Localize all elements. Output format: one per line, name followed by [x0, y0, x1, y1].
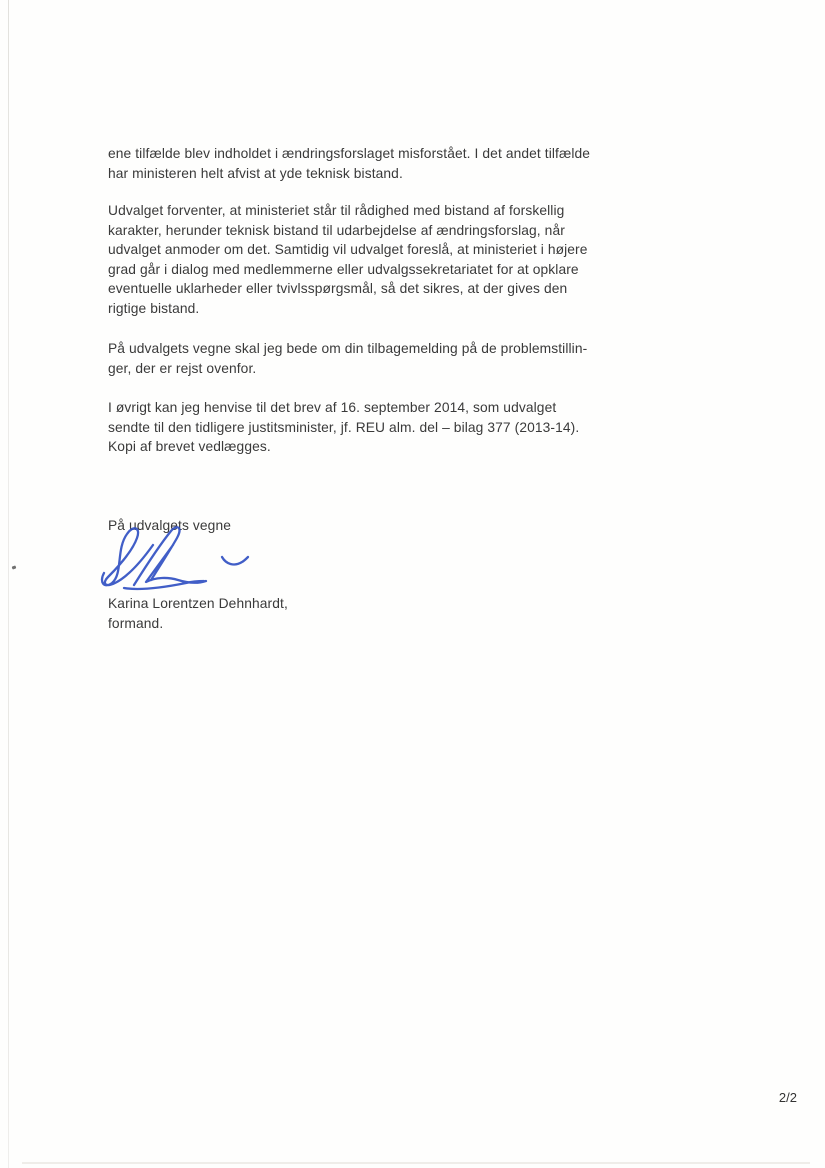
scan-artifact-left-edge — [8, 0, 9, 1168]
signature-stroke-tilde — [222, 557, 248, 564]
signature-stroke-right-loops-tail — [124, 527, 206, 589]
text-line: Kopi af brevet vedlægges. — [108, 439, 271, 455]
closing-phrase: På udvalgets vegne — [108, 518, 231, 533]
paragraph-1 — [108, 144, 628, 183]
paragraph-4 — [108, 398, 628, 457]
signatory-title: formand. — [108, 615, 164, 631]
scan-artifact-speck — [12, 565, 17, 569]
signature-stroke-left-loops — [102, 528, 153, 585]
page-number: 2/2 — [778, 1090, 797, 1105]
text-line: sendte til den tidligere justitsminister, jf. REU alm. del – bilag 377 (2013-14). — [108, 419, 580, 435]
text-line: På udvalgets vegne skal jeg bede om din tilbagemelding på de problemstillin- — [108, 341, 588, 356]
text-line: eventuelle uklarheder eller tvivlsspørgsmål, så det sikres, at der gives den — [108, 281, 568, 297]
paragraph-3 — [108, 339, 628, 378]
text-line: ger, der er rejst ovenfor. — [108, 360, 257, 376]
scan-artifact-bottom-edge — [22, 1162, 810, 1164]
text-line: ene tilfælde blev indholdet i ændringsforslaget misforstået. I det andet tilfælde — [108, 146, 591, 161]
paragraph-2 — [108, 201, 628, 319]
text-line: har ministeren helt afvist at yde teknisk bistand. — [108, 165, 403, 181]
text-line: I øvrigt kan jeg henvise til det brev af 16. september 2014, som udvalget — [108, 400, 557, 415]
text-line: udvalget anmoder om det. Samtidig vil udvalget foreslå, at ministeriet i højere — [108, 242, 588, 258]
text-line: rigtige bistand. — [108, 300, 200, 316]
text-line: karakter, herunder teknisk bistand til udarbejdelse af ændringsforslag, når — [108, 222, 565, 238]
text-line: Udvalget forventer, at ministeriet står til rådighed med bistand af forskellig — [108, 203, 565, 218]
signatory-name: Karina Lorentzen Dehnhardt, — [108, 596, 288, 611]
text-line: grad går i dialog med medlemmerne eller udvalgssekretariatet for at opklare — [108, 261, 579, 277]
signatory-block — [108, 594, 628, 633]
